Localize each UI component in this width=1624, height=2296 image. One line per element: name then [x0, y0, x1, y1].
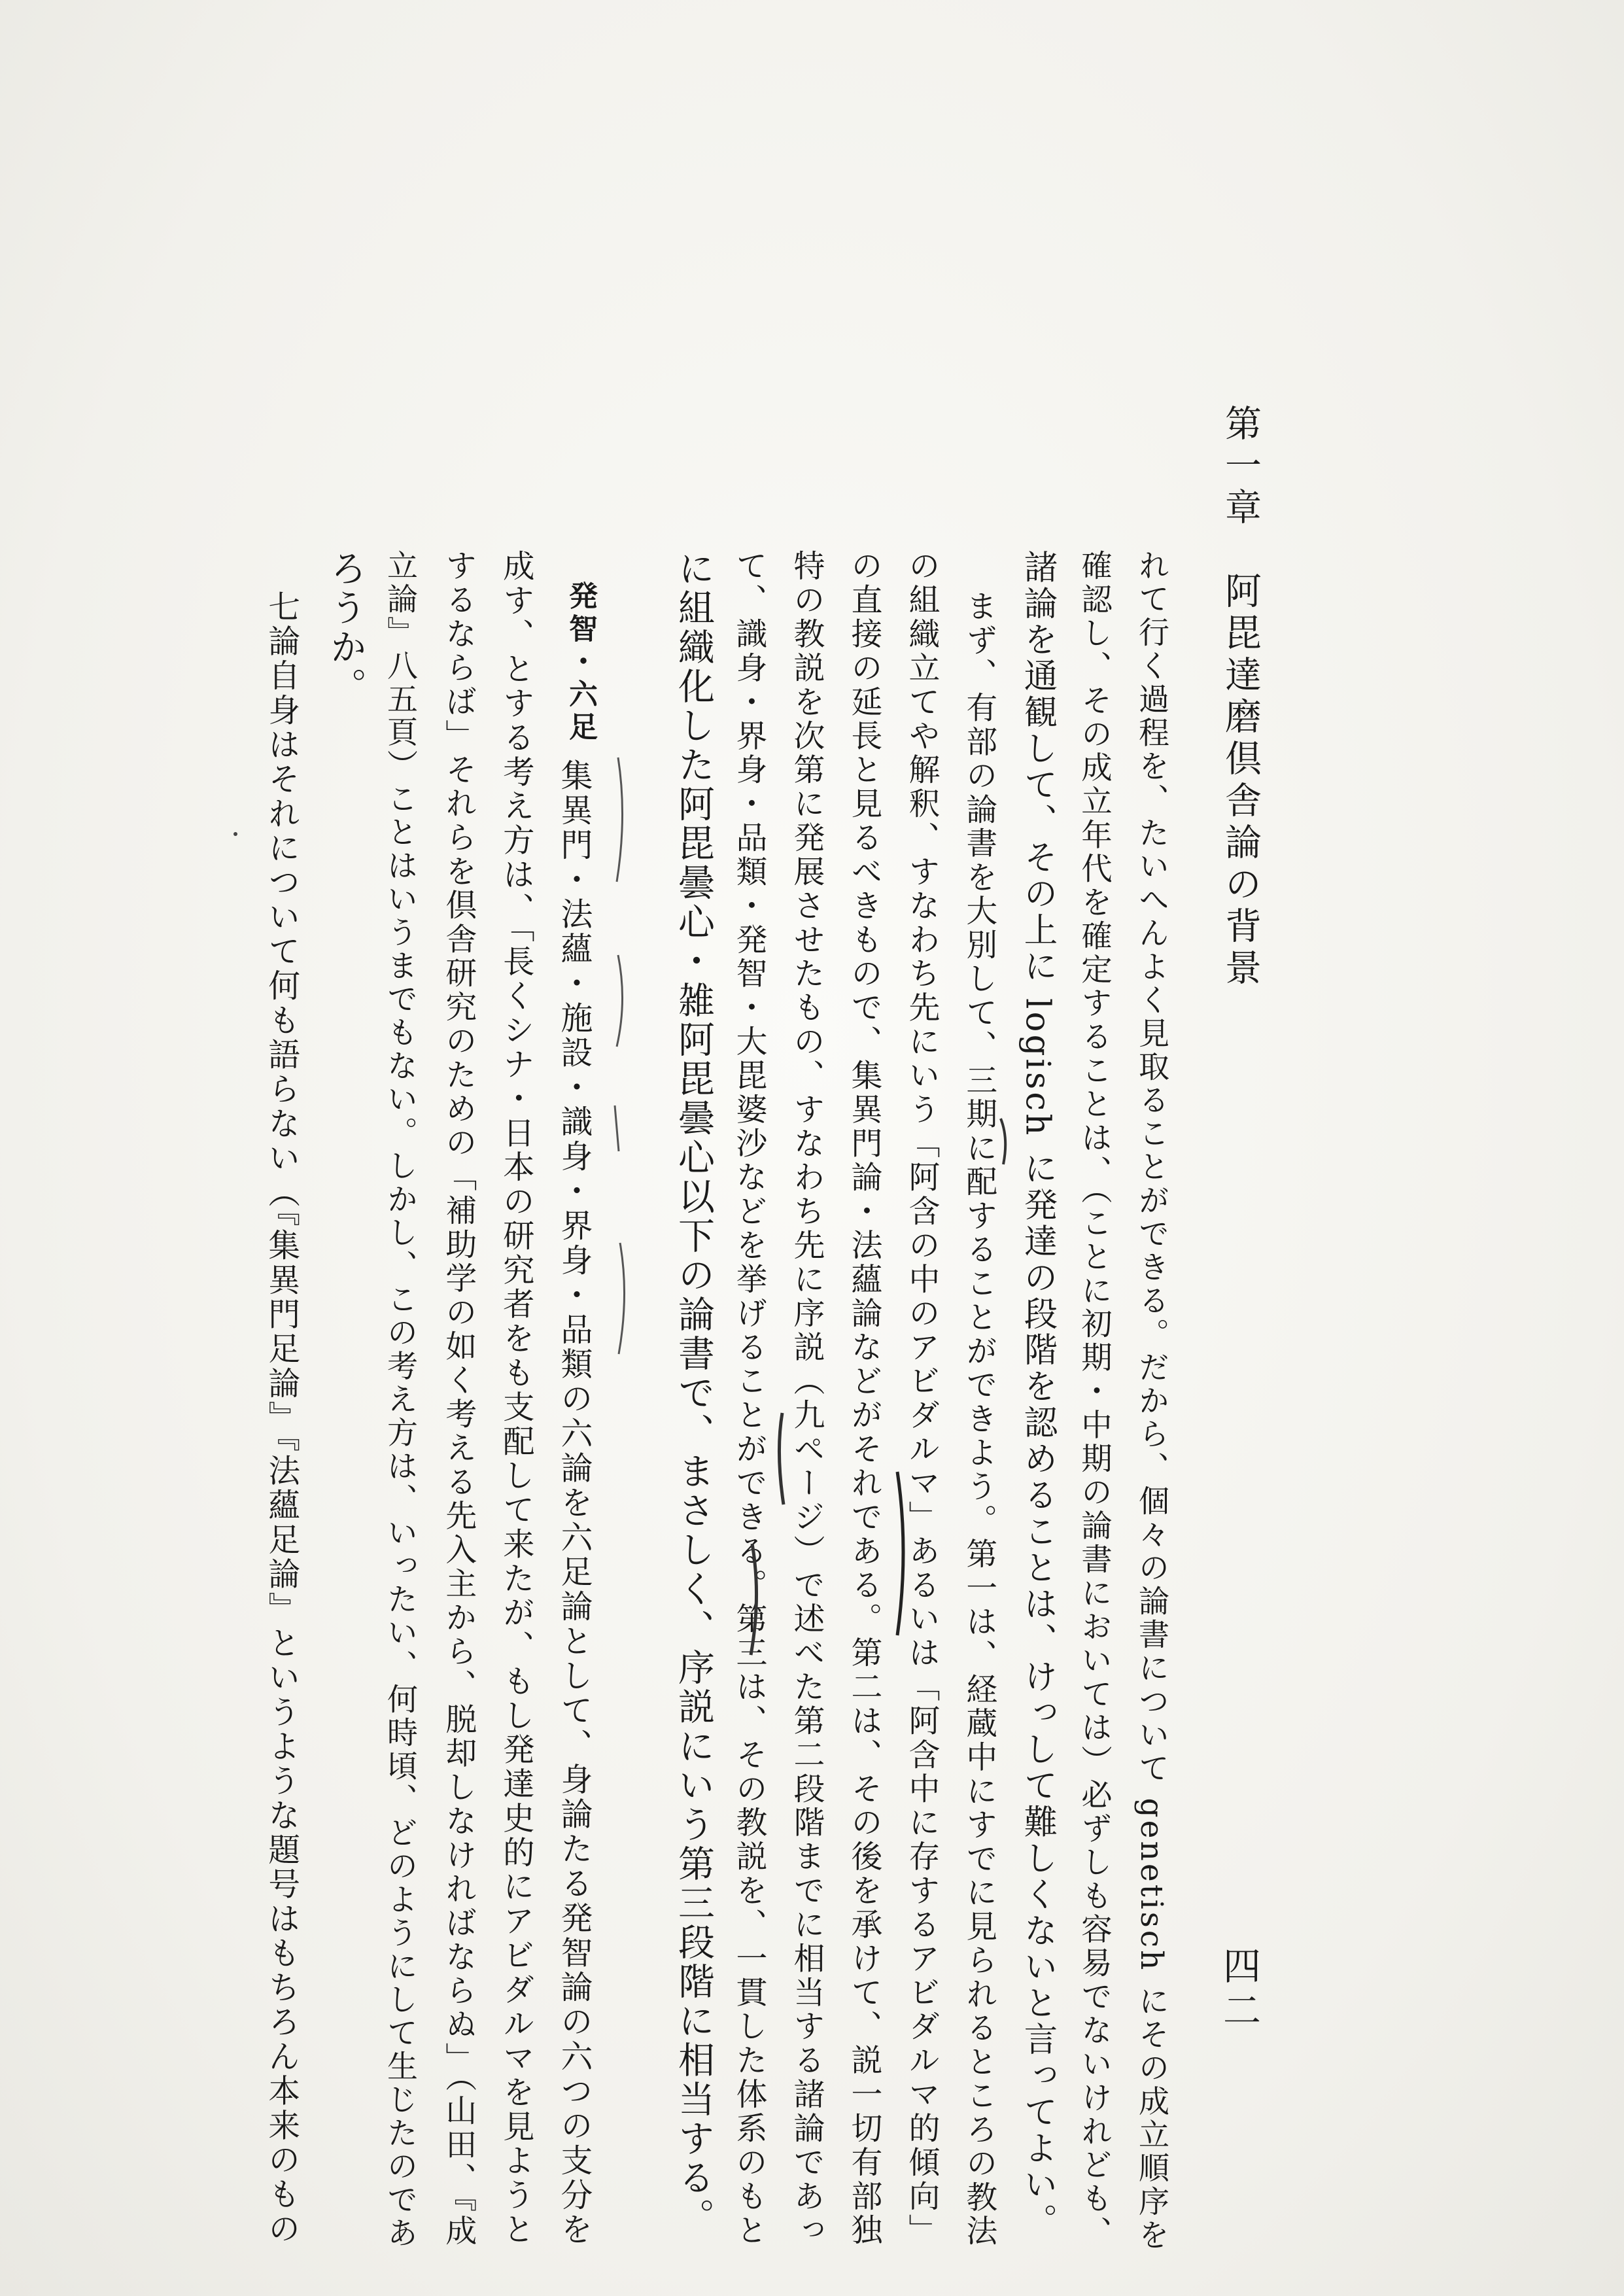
running-head: 第一章 阿毘達磨倶舎論の背景	[1219, 404, 1262, 990]
text-line-4: まず、有部の論書を大別して、三期に配することができよう。第一は、経蔵中にすでに見られるところの教法	[960, 590, 997, 2249]
section-heading: 発智・六足	[564, 581, 597, 744]
text-line-6: の直接の延長と見るべきもので、集異門論・法蘊論などがそれである。第二は、その後を承けて、説一切有部独	[845, 549, 882, 2248]
text-line-2: 確認し、その成立年代を確定することは、（ことに初期・中期の論書においては）必ずしも容易でないけれども、	[1075, 549, 1112, 2250]
pencil-bracket-6	[617, 955, 623, 1047]
pencil-bracket-5	[617, 757, 623, 882]
pencil-bracket-7	[619, 1243, 625, 1354]
pencil-dot	[233, 832, 237, 836]
pencil-bracket-2	[779, 1413, 784, 1505]
pencil-bracket-4	[897, 1472, 903, 1635]
text-line-7: 特の教説を次第に発展させたもの、すなわち先に序説（九ページ）で述べた第二段階までに相当する諸論であっ	[787, 549, 824, 2248]
text-line-1: れて行く過程を、たいへんよく見取ることができる。だから、個々の論書について genetisch にその成立順序を	[1133, 549, 1170, 2252]
text-line-9: に組織化した阿毘曇心・雑阿毘曇心以下の論書で、まさしく、序説にいう第三段階に相当する。	[672, 549, 715, 2237]
text-line-12: するならば」それらを倶舎研究のための「補助学の如く考える先入主から、脱却しなければならぬ」（山田、『成	[440, 549, 476, 2248]
text-line-5: の組織立てや解釈、すなわち先にいう「阿含の中のアビダルマ」あるいは「阿含中に存するアビダルマ的傾向」	[903, 549, 939, 2248]
text-line-11: 成す、とする考え方は、「長くシナ・日本の研究者をも支配して来たが、もし発達史的にアビダルマを見ようと	[497, 549, 534, 2247]
text-line-10: 集異門・法蘊・施設・識身・界身・品類の六論を六足論として、身論たる発智論の六つの支分を	[555, 759, 593, 2248]
pencil-bracket-1	[1001, 1119, 1005, 1164]
pencil-bracket-8	[615, 1105, 619, 1151]
text-line-15: 七論自身はそれについて何も語らない（『集異門足論』『法蘊足論』というような題号はもちろん本来のもの	[262, 590, 300, 2247]
text-line-8: て、識身・界身・品類・発智・大毘婆沙などを挙げることができる。第三は、その教説を、一貫した体系のもと	[730, 549, 767, 2248]
page-number: 四二	[1217, 1946, 1261, 2035]
text-line-13: 立論』八五頁）ことはいうまでもない。しかし、この考え方は、いったい、何時頃、どのようにして生じたのであ	[381, 549, 418, 2250]
text-line-14: ろうか。	[324, 549, 367, 706]
text-line-3: 諸論を通観して、その上に logisch に発達の段階を認めることは、けっして難しくないと言ってよい。	[1018, 549, 1058, 2240]
